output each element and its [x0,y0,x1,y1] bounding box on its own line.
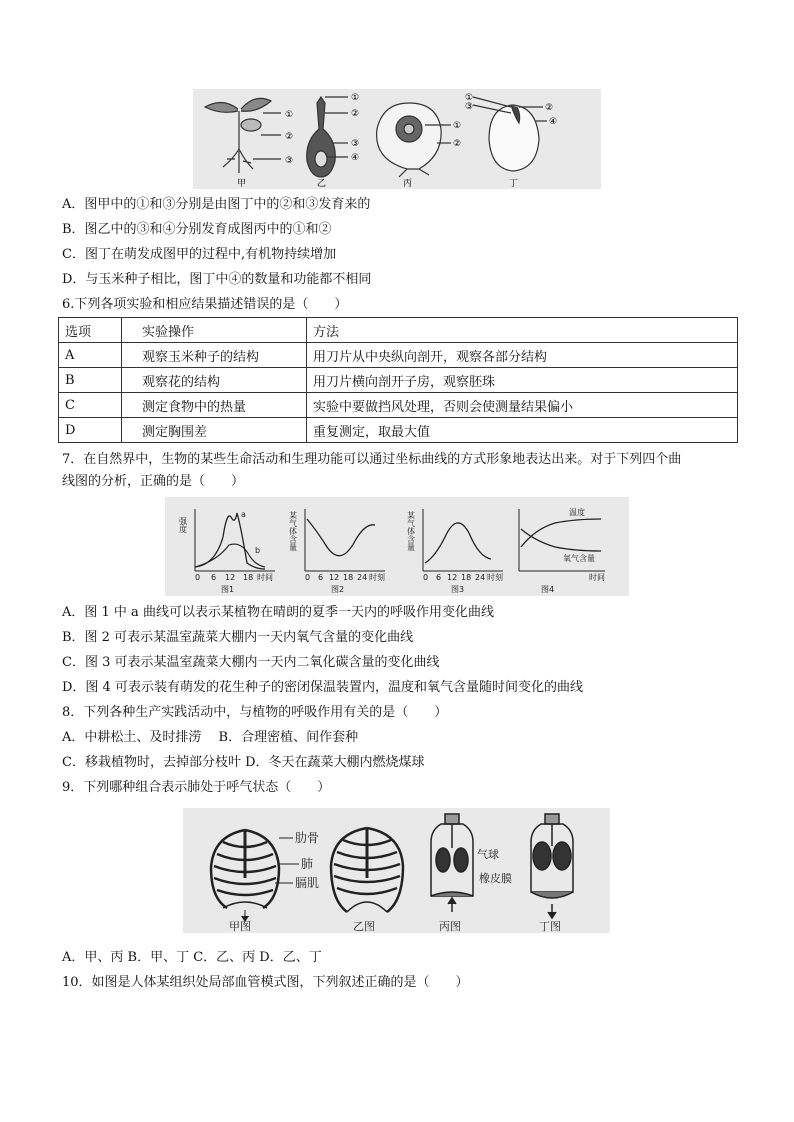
marker-label: ② [285,132,294,142]
table-cell: 实验中要做挡风处理，否则会使测量结果偏小 [307,393,738,418]
marker-label: ② [545,103,554,113]
table-row [59,418,738,443]
marker-label: ③ [351,139,360,149]
marker-label: ④ [549,117,558,127]
caption-jia: 甲图 [229,920,251,933]
q7-stem-line1: 7．在自然界中，生物的某些生命活动和生理功能可以通过坐标曲线的方式形象地表达出来。对于下列四个曲 [62,452,682,467]
table-row [59,343,738,368]
marker-label: ④ [351,153,360,163]
graph4 [519,507,605,594]
label-balloon: 气球 [477,848,499,861]
table-header-row [59,318,738,343]
q6-stem: 6.下列各项实验和相应结果描述错误的是（ ） [62,297,348,312]
q7-curve-graphs-figure [165,497,629,596]
x-tick: 0 [423,573,429,582]
q5-option-d: D．与玉米种子相比，图丁中④的数量和功能都不相同 [62,272,372,287]
bell-jar-bing [431,814,473,912]
graph4-caption: 图4 [541,585,555,594]
caption-ding: 丁图 [539,920,561,933]
marker-label: ① [465,93,474,103]
graph1-xlabel: 时间 [257,573,273,582]
q5-option-a: A．图甲中的①和③分别是由图丁中的②和③发育来的 [62,197,371,212]
figure-label-bing: 丙 [403,179,413,189]
label-rib: 肋骨 [295,831,320,845]
graph1-ylabel: 强度 [178,517,188,533]
x-tick: 18 [461,573,472,582]
graph4-xlabel: 时间 [589,573,605,582]
graph4-curve1-label: 温度 [569,508,585,517]
figure-label-yi: 乙 [317,179,327,189]
x-tick: 24 [357,573,368,582]
marker-label: ① [351,93,360,103]
figure-label-ding: 丁 [509,179,519,189]
marker-label: ① [285,110,294,120]
q7-option-b: B．图 2 可表示某温室蔬菜大棚内一天内氧气含量的变化曲线 [62,630,414,645]
q7-stem-line2: 线图的分析，正确的是（ ） [62,474,245,489]
graph4-curve2-label: 氧气含量 [563,554,595,563]
caption-bing: 丙图 [439,920,461,933]
label-diaphragm: 膈肌 [295,876,320,890]
q8-options-line2: C．移栽植物时，去掉部分枝叶 D．冬天在蔬菜大棚内燃烧煤球 [62,755,425,770]
q8-stem: 8．下列各种生产实践活动中，与植物的呼吸作用有关的是（ ） [62,705,448,720]
seed-diagram-figure [193,89,601,189]
q7-option-a: A．图 1 中 a 曲线可以表示某植物在晴朗的夏季一天内的呼吸作用变化曲线 [62,605,494,620]
table-cell: 测定胸围差 [122,418,307,443]
x-tick: 18 [243,573,254,582]
x-tick: 12 [329,573,340,582]
x-tick: 18 [343,573,354,582]
q5-option-b: B．图乙中的③和④分别发育成图丙中的①和② [62,222,332,237]
table-cell: 重复测定，取最大值 [307,418,738,443]
marker-label: ② [351,109,360,119]
table-header-cell: 选项 [59,318,122,343]
table-cell: 观察花的结构 [122,368,307,393]
marker-label: ① [453,121,462,131]
q9-stem: 9．下列哪种组合表示肺处于呼气状态（ ） [62,780,331,795]
table-cell: A [59,343,122,368]
figure-label-jia: 甲 [237,179,247,189]
graph2 [289,509,386,594]
caption-yi: 乙图 [353,920,375,933]
fruit-drawing [377,103,451,177]
rib-cage-jia [211,830,279,908]
x-tick: 12 [447,573,458,582]
x-tick: 0 [195,573,201,582]
q7-option-c: C．图 3 可表示某温室蔬菜大棚内一天内二氧化碳含量的变化曲线 [62,655,440,670]
marker-label: ③ [465,102,474,112]
table-cell: 用刀片从中央纵向剖开，观察各部分结构 [307,343,738,368]
marker-label: ② [453,139,462,149]
table-header-cell: 实验操作 [122,318,307,343]
seedling-drawing [205,98,281,173]
x-tick: 6 [211,573,217,582]
table-cell: C [59,393,122,418]
x-tick: 12 [225,573,236,582]
x-tick: 6 [436,573,442,582]
x-tick: 6 [318,573,324,582]
q9-options: A．甲、丙 B．甲、丁 C．乙、丙 D．乙、丁 [62,950,322,965]
table-row [59,393,738,418]
q8-options-line1: A．中耕松土、及时排涝 B．合理密植、间作套种 [62,730,359,745]
table-cell: 用刀片横向剖开子房，观察胚珠 [307,368,738,393]
q9-breathing-figure [183,808,610,933]
bean-seed-drawing [473,97,547,171]
q10-stem: 10．如图是人体某组织处局部血管模式图，下列叙述正确的是（ ） [62,975,469,990]
graph1-caption: 图1 [221,585,235,594]
table-cell: 观察玉米种子的结构 [122,343,307,368]
graph1-curve-b: b [255,546,261,555]
graph3-ylabel: 某气体含量 [406,511,416,551]
graph3-caption: 图3 [451,585,465,594]
x-tick: 0 [305,573,311,582]
label-membrane: 橡皮膜 [479,872,512,885]
table-row [59,368,738,393]
marker-label: ③ [285,156,294,166]
table-cell: B [59,368,122,393]
graph1-curve-a: a [241,510,246,519]
q6-table [58,317,738,443]
rib-cage-yi [331,828,403,912]
label-lung: 肺 [301,857,314,871]
table-header-cell: 方法 [307,318,738,343]
graph2-xlabel: 时刻 [369,573,385,582]
graph2-caption: 图2 [331,585,345,594]
graph3 [407,509,504,594]
q7-option-d: D．图 4 可表示装有萌发的花生种子的密闭保温装置内，温度和氧气含量随时间变化的曲线 [62,680,583,695]
q5-option-c: C．图丁在萌发成图甲的过程中,有机物持续增加 [62,247,337,262]
graph3-xlabel: 时刻 [487,573,503,582]
table-cell: 测定食物中的热量 [122,393,307,418]
pistil-drawing [307,97,348,177]
graph1 [178,509,276,594]
x-tick: 24 [475,573,486,582]
bell-jar-ding [531,814,573,918]
graph2-ylabel: 某气体含量 [288,511,298,551]
table-cell: D [59,418,122,443]
